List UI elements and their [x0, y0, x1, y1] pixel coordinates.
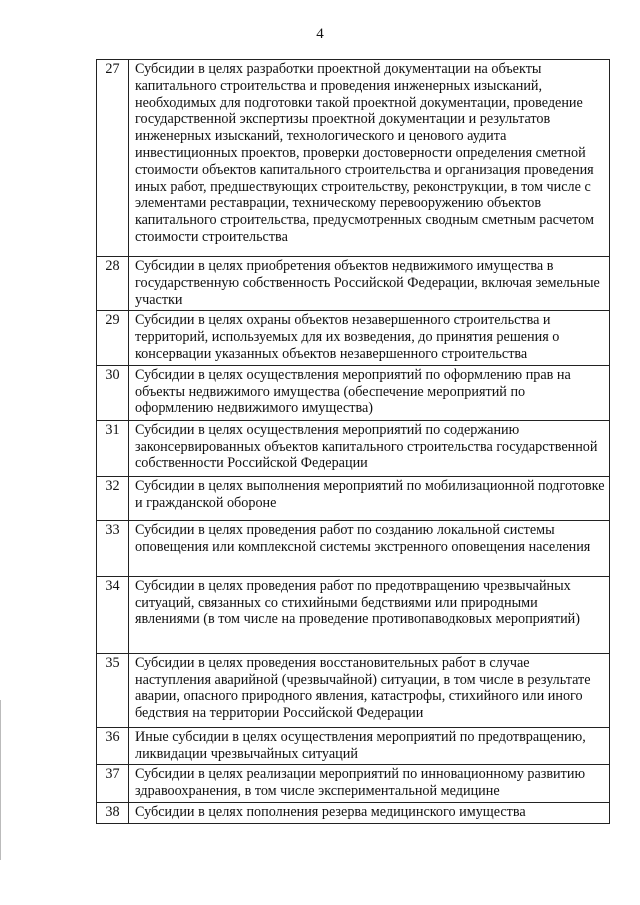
table-row: [97, 476, 610, 520]
row-text: Субсидии в целях выполнения мероприятий по мобилизационной подготовке и гражданской обороне: [129, 476, 610, 520]
table-row: [97, 365, 610, 420]
row-text: Субсидии в целях разработки проектной документации на объекты капитального строительства и проведения инженерных изысканий, необходимых для подготовки такой проектной документации, проведение государственной экспертизы проектной документации и результатов инженерных изысканий, технологического и ценового аудита инвестиционных проектов, проверки достоверности определения сметной стоимости объектов капитального строительства и организация проведения иных работ, предшествующих строительству, реконструкции, в том числе с элементами реставрации, техническому перевооружению объектов капитального строительства, предусмотренных сводным сметным расчетом стоимости строительства: [129, 60, 610, 257]
table-row: [97, 653, 610, 727]
row-text: Субсидии в целях пополнения резерва медицинского имущества: [129, 802, 610, 823]
row-text: Иные субсидии в целях осуществления мероприятий по предотвращению, ликвидации чрезвычайных ситуаций: [129, 727, 610, 765]
table-row: [97, 311, 610, 365]
table-row: [97, 257, 610, 311]
table-row: [97, 802, 610, 823]
subsidy-table: [96, 59, 610, 824]
row-number: 31: [97, 420, 129, 476]
row-text: Субсидии в целях приобретения объектов недвижимого имущества в государственную собственность Российской Федерации, включая земельные участки: [129, 257, 610, 311]
row-text: Субсидии в целях охраны объектов незавершенного строительства и территорий, используемых для их возведения, до принятия решения о консервации указанных объектов незавершенного строительства: [129, 311, 610, 365]
row-text: Субсидии в целях проведения восстановительных работ в случае наступления аварийной (чрезвычайной) ситуации, в том числе в результате аварии, опасного природного явления, катастрофы, стихийного или иного бедствия на территории Российской Федерации: [129, 653, 610, 727]
table-row: [97, 420, 610, 476]
row-number: 34: [97, 576, 129, 653]
row-text: Субсидии в целях осуществления мероприятий по оформлению прав на объекты недвижимого имущества (обеспечение мероприятий по оформлению недвижимого имущества): [129, 365, 610, 420]
row-text: Субсидии в целях проведения работ по предотвращению чрезвычайных ситуаций, связанных со стихийными бедствиями или природными явлениями (в том числе на проведение противопаводковых мероприятий): [129, 576, 610, 653]
page-number: 4: [316, 26, 324, 42]
row-number: 32: [97, 476, 129, 520]
row-text: Субсидии в целях реализации мероприятий по инновационному развитию здравоохранения, в том числе экспериментальной медицине: [129, 765, 610, 803]
row-number: 28: [97, 257, 129, 311]
row-number: 33: [97, 520, 129, 576]
row-number: 30: [97, 365, 129, 420]
table-row: [97, 520, 610, 576]
row-number: 29: [97, 311, 129, 365]
table-row: [97, 576, 610, 653]
scan-edge-mark: [0, 700, 1, 860]
row-text: Субсидии в целях осуществления мероприятий по содержанию законсервированных объектов капитального строительства государственной собственности Российской Федерации: [129, 420, 610, 476]
table-row: [97, 60, 610, 257]
row-number: 37: [97, 765, 129, 803]
row-number: 35: [97, 653, 129, 727]
row-text: Субсидии в целях проведения работ по созданию локальной системы оповещения или комплексной системы экстренного оповещения населения: [129, 520, 610, 576]
table-row: [97, 765, 610, 803]
table-row: [97, 727, 610, 765]
row-number: 27: [97, 60, 129, 257]
row-number: 38: [97, 802, 129, 823]
row-number: 36: [97, 727, 129, 765]
